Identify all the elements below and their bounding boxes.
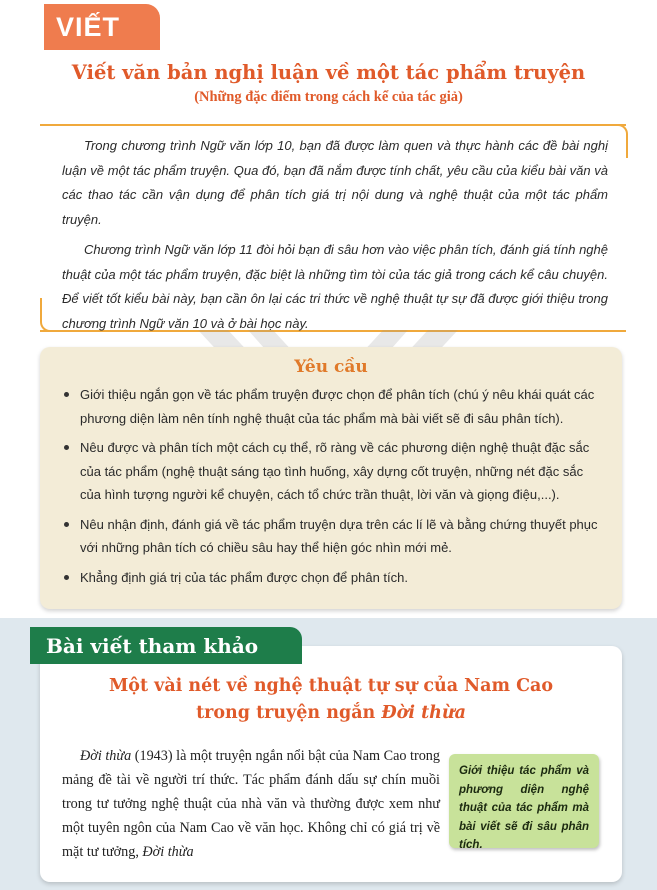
article-title-work: Đời thừa xyxy=(381,703,466,723)
work-title: Đời thừa xyxy=(142,844,194,860)
intro-corner-decoration xyxy=(618,124,628,158)
requirements-title: Yêu cầu xyxy=(294,357,368,377)
list-item: Nêu được và phân tích một cách cụ thể, rõ ràng về các phương diện nghệ thuật đặc sắc của tác phẩm (nghệ thuật sáng tạo tình huống, xây dựng cốt truyện, những nét đặc sắc của hình tượng người kể chuyện, cách tổ chức trần thuật, lời văn và giọng điệu,...). xyxy=(58,436,604,507)
reference-tab: Bài viết tham khảo xyxy=(30,627,302,664)
requirements-list xyxy=(40,383,622,589)
article-body xyxy=(62,744,440,864)
requirements-box xyxy=(40,347,622,609)
page-title: Viết văn bản nghị luận về một tác phẩm truyện xyxy=(71,61,586,84)
article-body-text: (1943) là một truyện ngắn nổi bật của Nam Cao trong mảng đề tài về người trí thức. Tác phẩm đánh dấu sự chín muồi trong tư tưởng nghệ thuật của nhà văn và thường được xem như một tuyên ngôn của Nam Cao về văn học. Không chỉ có giá trị về mặt tư tưởng, xyxy=(62,748,440,860)
intro-paragraph: Chương trình Ngữ văn lớp 11 đòi hỏi bạn đi sâu hơn vào việc phân tích, đánh giá tính nghệ thuật của một tác phẩm truyện, đặc biệt là những tìm tòi của tác giả trong cách kể câu chuyện. Để viết tốt kiểu bài này, bạn cần ôn lại các tri thức về nghệ thuật tự sự đã được giới thiệu trong chương trình Ngữ văn 10 và ở bài học này. xyxy=(62,242,608,331)
list-item: Giới thiệu ngắn gọn về tác phẩm truyện được chọn để phân tích (chú ý nêu khái quát các phương diện làm nên tính nghệ thuật của tác phẩm mà bài viết sẽ đi sâu phân tích). xyxy=(58,383,604,430)
work-title: Đời thừa xyxy=(80,748,132,764)
section-tab-viet: VIẾT xyxy=(44,4,160,50)
article-title: Một vài nét về nghệ thuật tự sự của Nam Cao xyxy=(108,676,554,696)
intro-paragraph: Trong chương trình Ngữ văn lớp 10, bạn đã được làm quen và thực hành các đề bài nghị luận về một tác phẩm truyện. Qua đó, bạn đã nắm được tính chất, yêu cầu của kiểu bài văn và các thao tác cần vận dụng để phân tích giá trị nội dung và nghệ thuật của một tác phẩm truyện. xyxy=(62,138,608,227)
article-title-line-2 xyxy=(40,703,622,723)
list-item: Khẳng định giá trị của tác phẩm được chọn để phân tích. xyxy=(58,566,604,590)
intro-box xyxy=(40,124,626,332)
page-subtitle: (Những đặc điểm trong cách kể của tác giả) xyxy=(194,89,463,105)
margin-note: Giới thiệu tác phẩm và phương diện nghệ thuật của tác phẩm mà bài viết sẽ đi sâu phân tích. xyxy=(449,754,599,848)
intro-corner-decoration xyxy=(40,298,50,332)
article-title-prefix: trong truyện ngắn xyxy=(196,703,382,723)
reference-article-card xyxy=(40,646,622,882)
list-item: Nêu nhận định, đánh giá về tác phẩm truyện dựa trên các lí lẽ và bằng chứng thuyết phục với những phân tích có chiều sâu hay thể hiện góc nhìn mới mẻ. xyxy=(58,513,604,560)
